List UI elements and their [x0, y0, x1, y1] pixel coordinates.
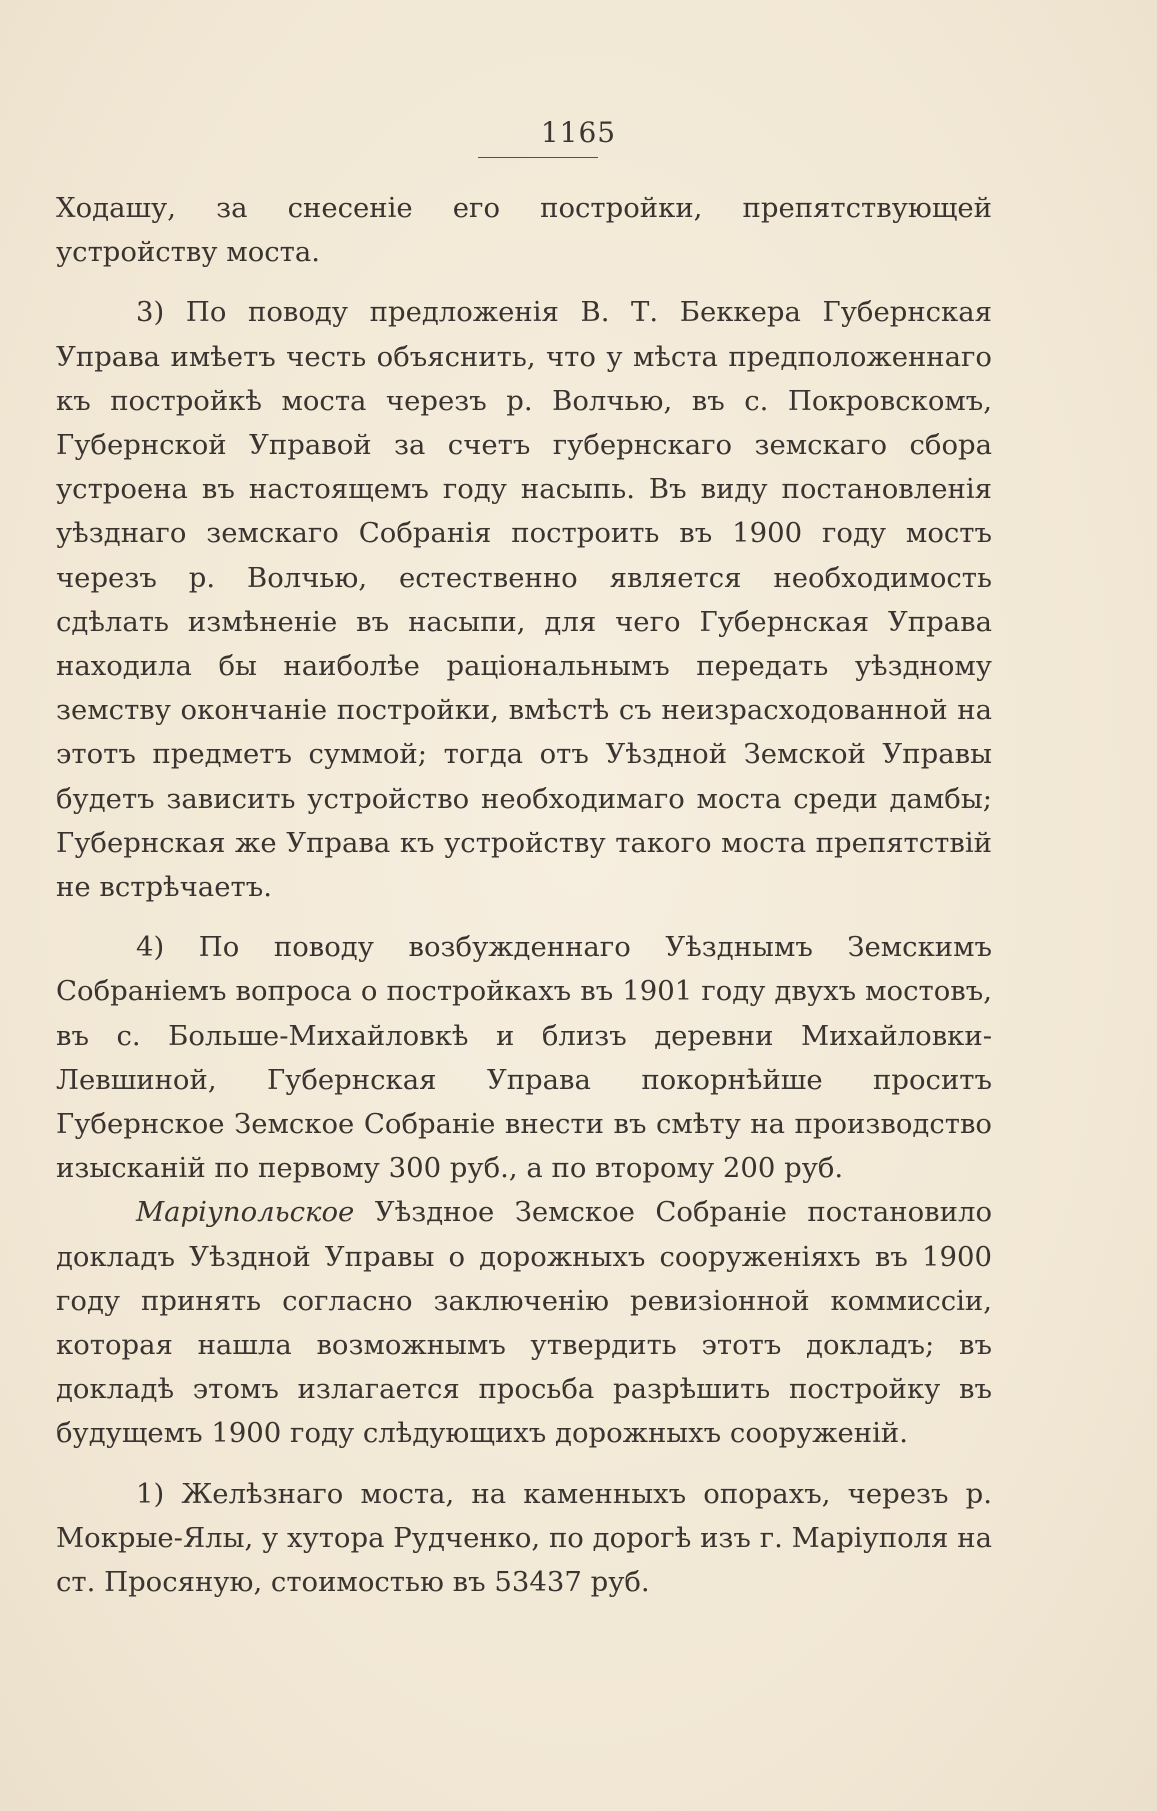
paragraph-3: 4) По поводу возбужденнаго Уѣзднымъ Земскимъ Собраніемъ вопроса о постройкахъ въ 1901 году двухъ мостовъ, въ с. Больше-Михайловкѣ и близъ деревни Михайловки-Левшиной, Губернская Управа покорнѣйше проситъ Губернское Земское Собраніе внести въ смѣту на производство изысканій по первому 300 руб., а по второму 200 руб. — [56, 931, 992, 1185]
body-text — [56, 186, 992, 1604]
paragraph-5: 1) Желѣзнаго моста, на каменныхъ опорахъ, черезъ р. Мокрые-Ялы, у хутора Рудченко, по дорогѣ изъ г. Маріуполя на ст. Просяную, стоимостью въ 53437 руб. — [56, 1477, 992, 1599]
paragraph-4-italic-lead: Маріупольское — [136, 1196, 355, 1229]
paragraph-1: Ходашу, за снесеніе его постройки, препятствующей устройству моста. — [56, 192, 992, 269]
paragraph-2: 3) По поводу предложенія В. Т. Беккера Губернская Управа имѣетъ честь объяснить, что у мѣста предположеннаго къ постройкѣ моста черезъ р. Волчью, въ с. Покровскомъ, Губернской Управой за счетъ губернскаго земскаго сбора устроена въ настоящемъ году насыпь. Въ виду постановленія уѣзднаго земскаго Собранія построить въ 1900 году мостъ черезъ р. Волчью, естественно является необходимость сдѣлать измѣненіе въ насыпи, для чего Губернская Управа находила бы наиболѣе раціональнымъ передать уѣздному земству окончаніе постройки, вмѣстѣ съ неизрасходованной на этотъ предметъ суммой; тогда отъ Уѣздной Земской Управы будетъ зависить устройство необходимаго моста среди дамбы; Губернская же Управа къ устройству такого моста препятствій не встрѣчаетъ. — [56, 296, 992, 904]
paragraph-4 — [56, 1190, 992, 1455]
page-number: 1165 — [540, 116, 617, 149]
page-number-rule — [478, 157, 598, 158]
paragraph-4-text: Уѣздное Земское Собраніе постановило докладъ Уѣздной Управы о дорожныхъ сооруженіяхъ въ 1900 году принять согласно заключенію ревизіонной коммиссіи, которая нашла возможнымъ утвердить этотъ докладъ; въ докладѣ этомъ излагается просьба разрѣшить постройку въ будущемъ 1900 году слѣдующихъ дорожныхъ сооруженій. — [56, 1196, 992, 1450]
